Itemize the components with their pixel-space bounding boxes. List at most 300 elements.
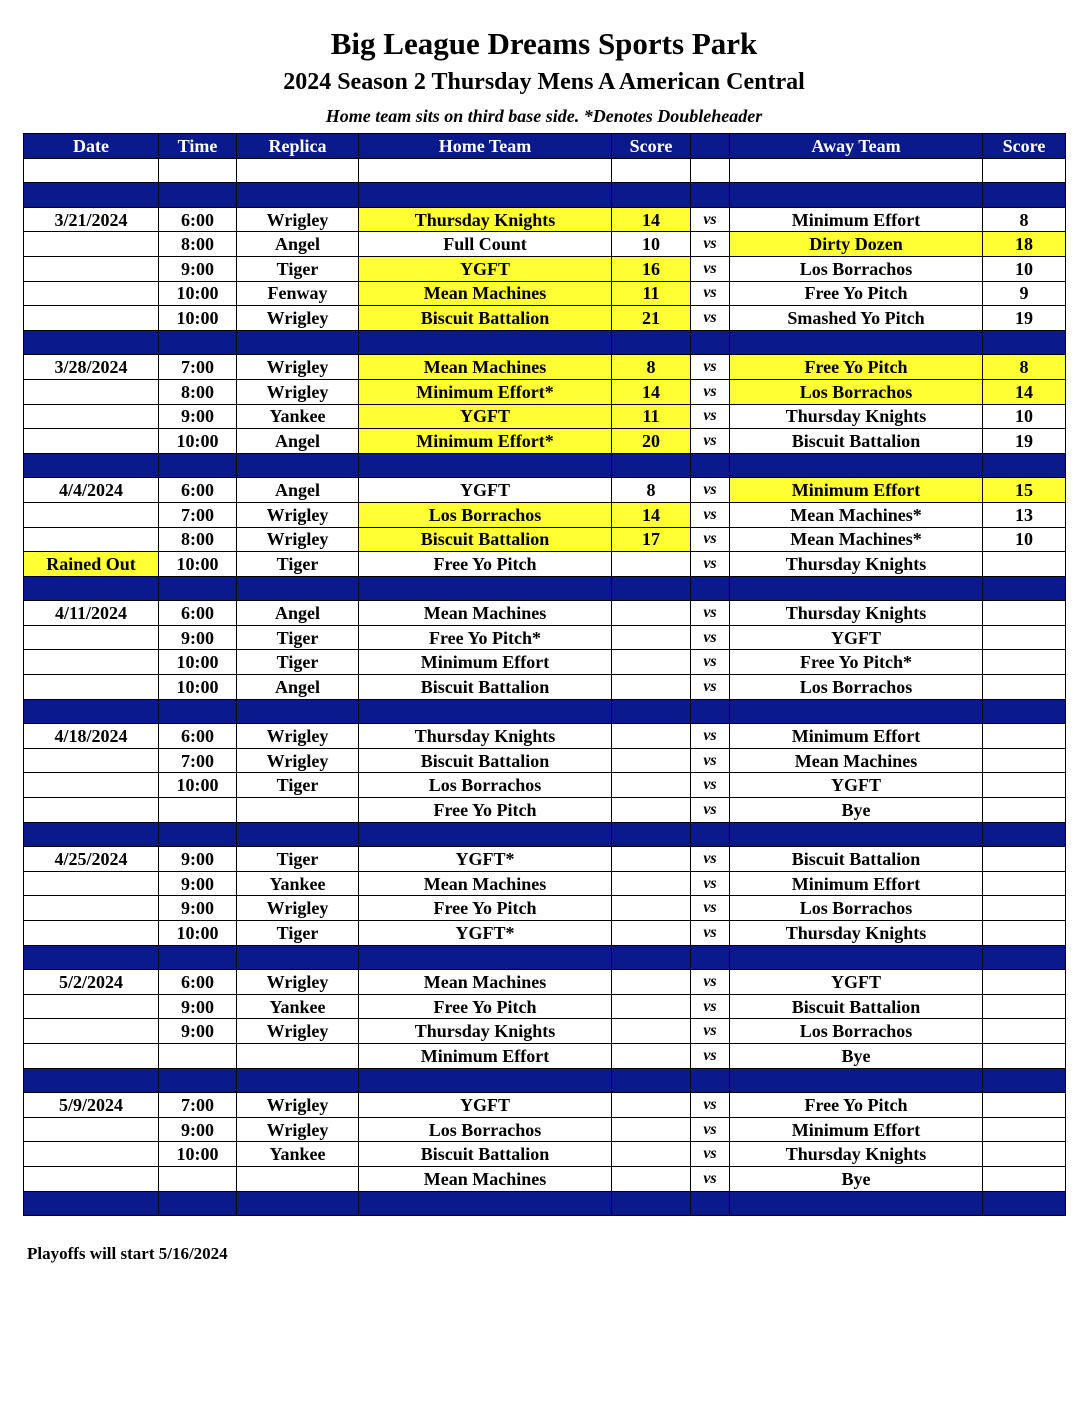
date-cell: [24, 798, 159, 823]
replica-cell: Wrigley: [237, 379, 359, 404]
replica-cell: [237, 1043, 359, 1068]
home-score-cell: [612, 675, 691, 700]
separator-cell: [983, 945, 1066, 970]
game-row: [24, 306, 1066, 331]
away-team-cell: Smashed Yo Pitch: [730, 306, 983, 331]
game-row: [24, 379, 1066, 404]
home-score-cell: [612, 552, 691, 577]
game-row: [24, 478, 1066, 503]
vs-cell: vs: [691, 502, 730, 527]
home-team-cell: Free Yo Pitch: [359, 552, 612, 577]
replica-cell: Wrigley: [237, 1117, 359, 1142]
week-separator-row: [24, 822, 1066, 847]
replica-cell: Wrigley: [237, 306, 359, 331]
home-score-cell: 16: [612, 256, 691, 281]
date-cell: 5/9/2024: [24, 1093, 159, 1118]
time-cell: 10:00: [159, 1142, 237, 1167]
game-row: [24, 650, 1066, 675]
home-score-cell: 11: [612, 404, 691, 429]
away-team-cell: YGFT: [730, 970, 983, 995]
separator-cell: [612, 945, 691, 970]
separator-cell: [359, 453, 612, 478]
vs-cell: vs: [691, 1142, 730, 1167]
week-separator-row: [24, 183, 1066, 208]
separator-cell: [691, 822, 730, 847]
col-header-home-team: Home Team: [359, 134, 612, 159]
date-cell: [24, 256, 159, 281]
date-cell: [24, 650, 159, 675]
home-team-cell: Minimum Effort: [359, 650, 612, 675]
replica-cell: Angel: [237, 601, 359, 626]
home-team-cell: Los Borrachos: [359, 502, 612, 527]
time-cell: [159, 1166, 237, 1191]
home-team-cell: Los Borrachos: [359, 1117, 612, 1142]
separator-cell: [983, 699, 1066, 724]
home-score-cell: 14: [612, 502, 691, 527]
separator-cell: [730, 945, 983, 970]
blank-cell: [24, 158, 159, 183]
separator-cell: [24, 699, 159, 724]
blank-cell: [359, 158, 612, 183]
date-cell: [24, 748, 159, 773]
vs-cell: vs: [691, 650, 730, 675]
away-score-cell: 8: [983, 207, 1066, 232]
date-cell: [24, 625, 159, 650]
home-score-cell: [612, 1117, 691, 1142]
replica-cell: Yankee: [237, 871, 359, 896]
separator-cell: [612, 822, 691, 847]
away-team-cell: Biscuit Battalion: [730, 994, 983, 1019]
col-header-away-team: Away Team: [730, 134, 983, 159]
time-cell: 8:00: [159, 232, 237, 257]
separator-cell: [983, 1068, 1066, 1093]
separator-cell: [612, 576, 691, 601]
date-cell: [24, 871, 159, 896]
vs-cell: vs: [691, 798, 730, 823]
home-score-cell: [612, 625, 691, 650]
separator-cell: [24, 183, 159, 208]
away-team-cell: Minimum Effort: [730, 724, 983, 749]
replica-cell: Angel: [237, 478, 359, 503]
home-score-cell: [612, 871, 691, 896]
replica-cell: [237, 1166, 359, 1191]
home-score-cell: [612, 773, 691, 798]
separator-cell: [983, 183, 1066, 208]
home-team-cell: YGFT: [359, 1093, 612, 1118]
date-cell: [24, 1166, 159, 1191]
page-subtitle: 2024 Season 2 Thursday Mens A American Central: [283, 69, 805, 95]
home-score-cell: [612, 601, 691, 626]
home-score-cell: 8: [612, 355, 691, 380]
home-score-cell: [612, 847, 691, 872]
separator-cell: [159, 822, 237, 847]
separator-cell: [24, 453, 159, 478]
separator-cell: [730, 822, 983, 847]
separator-cell: [612, 1068, 691, 1093]
replica-cell: Wrigley: [237, 724, 359, 749]
game-row: [24, 281, 1066, 306]
home-team-cell: Minimum Effort: [359, 1043, 612, 1068]
home-score-cell: [612, 798, 691, 823]
away-team-cell: Mean Machines*: [730, 502, 983, 527]
game-row: [24, 1117, 1066, 1142]
separator-cell: [237, 330, 359, 355]
vs-cell: vs: [691, 994, 730, 1019]
col-header-vs: [691, 134, 730, 159]
away-score-cell: 8: [983, 355, 1066, 380]
game-row: [24, 527, 1066, 552]
vs-cell: vs: [691, 379, 730, 404]
playoffs-note: Playoffs will start 5/16/2024: [27, 1244, 228, 1263]
schedule-note: Home team sits on third base side. *Denotes Doubleheader: [325, 106, 763, 126]
vs-cell: vs: [691, 1166, 730, 1191]
col-header-replica: Replica: [237, 134, 359, 159]
date-cell: 5/2/2024: [24, 970, 159, 995]
time-cell: 10:00: [159, 306, 237, 331]
date-cell: [24, 921, 159, 946]
vs-cell: vs: [691, 256, 730, 281]
home-team-cell: YGFT*: [359, 847, 612, 872]
time-cell: 6:00: [159, 601, 237, 626]
date-cell: [24, 404, 159, 429]
home-team-cell: Free Yo Pitch: [359, 798, 612, 823]
separator-cell: [237, 945, 359, 970]
blank-cell: [983, 158, 1066, 183]
home-team-cell: Mean Machines: [359, 970, 612, 995]
away-score-cell: [983, 1166, 1066, 1191]
away-score-cell: 9: [983, 281, 1066, 306]
separator-cell: [983, 330, 1066, 355]
away-score-cell: [983, 625, 1066, 650]
schedule-table: [23, 133, 1066, 1216]
date-cell: 4/11/2024: [24, 601, 159, 626]
separator-cell: [691, 330, 730, 355]
separator-cell: [691, 1068, 730, 1093]
game-row: [24, 207, 1066, 232]
away-team-cell: Bye: [730, 1043, 983, 1068]
home-score-cell: [612, 1093, 691, 1118]
home-team-cell: Thursday Knights: [359, 1019, 612, 1044]
separator-cell: [359, 945, 612, 970]
away-score-cell: [983, 994, 1066, 1019]
separator-cell: [359, 183, 612, 208]
away-score-cell: [983, 650, 1066, 675]
blank-row: [24, 158, 1066, 183]
vs-cell: vs: [691, 625, 730, 650]
date-cell: 4/18/2024: [24, 724, 159, 749]
away-score-cell: 15: [983, 478, 1066, 503]
date-cell: [24, 1117, 159, 1142]
game-row: [24, 429, 1066, 454]
home-score-cell: [612, 896, 691, 921]
week-separator-row: [24, 576, 1066, 601]
home-team-cell: Free Yo Pitch: [359, 994, 612, 1019]
game-row: [24, 773, 1066, 798]
home-score-cell: 17: [612, 527, 691, 552]
game-row: [24, 404, 1066, 429]
time-cell: 10:00: [159, 552, 237, 577]
game-row: [24, 847, 1066, 872]
game-row: [24, 256, 1066, 281]
home-team-cell: Free Yo Pitch: [359, 896, 612, 921]
separator-cell: [691, 453, 730, 478]
separator-cell: [237, 1068, 359, 1093]
away-team-cell: Bye: [730, 1166, 983, 1191]
game-row: [24, 601, 1066, 626]
away-score-cell: 19: [983, 429, 1066, 454]
date-cell: [24, 527, 159, 552]
away-team-cell: Free Yo Pitch*: [730, 650, 983, 675]
week-separator-row: [24, 1068, 1066, 1093]
away-team-cell: Minimum Effort: [730, 478, 983, 503]
home-team-cell: Full Count: [359, 232, 612, 257]
separator-cell: [612, 183, 691, 208]
separator-cell: [612, 699, 691, 724]
col-header-date: Date: [24, 134, 159, 159]
time-cell: 7:00: [159, 355, 237, 380]
game-row: [24, 871, 1066, 896]
away-team-cell: Mean Machines*: [730, 527, 983, 552]
game-row: [24, 1142, 1066, 1167]
separator-cell: [983, 453, 1066, 478]
vs-cell: vs: [691, 355, 730, 380]
home-team-cell: Mean Machines: [359, 601, 612, 626]
away-team-cell: Thursday Knights: [730, 601, 983, 626]
time-cell: 8:00: [159, 527, 237, 552]
home-score-cell: 21: [612, 306, 691, 331]
away-team-cell: Thursday Knights: [730, 404, 983, 429]
vs-cell: vs: [691, 871, 730, 896]
separator-cell: [730, 183, 983, 208]
away-score-cell: [983, 1043, 1066, 1068]
date-cell: [24, 1019, 159, 1044]
home-score-cell: [612, 994, 691, 1019]
home-score-cell: [612, 650, 691, 675]
date-cell: [24, 896, 159, 921]
separator-cell: [159, 330, 237, 355]
vs-cell: vs: [691, 1043, 730, 1068]
vs-cell: vs: [691, 478, 730, 503]
time-cell: 10:00: [159, 429, 237, 454]
home-team-cell: Minimum Effort*: [359, 429, 612, 454]
home-score-cell: [612, 970, 691, 995]
time-cell: 9:00: [159, 871, 237, 896]
separator-cell: [612, 453, 691, 478]
away-team-cell: Los Borrachos: [730, 896, 983, 921]
vs-cell: vs: [691, 601, 730, 626]
replica-cell: Yankee: [237, 994, 359, 1019]
game-row: [24, 748, 1066, 773]
separator-cell: [359, 699, 612, 724]
time-cell: 9:00: [159, 994, 237, 1019]
away-team-cell: Free Yo Pitch: [730, 281, 983, 306]
away-score-cell: 14: [983, 379, 1066, 404]
replica-cell: Yankee: [237, 1142, 359, 1167]
home-team-cell: Free Yo Pitch*: [359, 625, 612, 650]
separator-cell: [612, 1191, 691, 1216]
separator-cell: [159, 453, 237, 478]
time-cell: 7:00: [159, 1093, 237, 1118]
game-row: [24, 1166, 1066, 1191]
time-cell: 7:00: [159, 748, 237, 773]
away-score-cell: [983, 724, 1066, 749]
replica-cell: Tiger: [237, 552, 359, 577]
date-cell: [24, 429, 159, 454]
away-score-cell: [983, 921, 1066, 946]
week-separator-row: [24, 330, 1066, 355]
home-score-cell: [612, 1166, 691, 1191]
away-team-cell: Biscuit Battalion: [730, 429, 983, 454]
page-title: Big League Dreams Sports Park: [330, 26, 758, 61]
replica-cell: Wrigley: [237, 970, 359, 995]
blank-cell: [612, 158, 691, 183]
home-team-cell: Biscuit Battalion: [359, 1142, 612, 1167]
away-team-cell: Bye: [730, 798, 983, 823]
home-score-cell: 14: [612, 207, 691, 232]
separator-cell: [159, 576, 237, 601]
separator-cell: [159, 183, 237, 208]
separator-cell: [159, 1068, 237, 1093]
game-row: [24, 552, 1066, 577]
separator-cell: [730, 1068, 983, 1093]
replica-cell: Wrigley: [237, 502, 359, 527]
date-cell: [24, 281, 159, 306]
home-score-cell: [612, 1019, 691, 1044]
col-header-away-score: Score: [983, 134, 1066, 159]
separator-cell: [983, 1191, 1066, 1216]
separator-cell: [730, 1191, 983, 1216]
game-row: [24, 355, 1066, 380]
vs-cell: vs: [691, 1019, 730, 1044]
replica-cell: Tiger: [237, 847, 359, 872]
game-row: [24, 1093, 1066, 1118]
away-team-cell: Los Borrachos: [730, 1019, 983, 1044]
blank-cell: [691, 158, 730, 183]
away-team-cell: Dirty Dozen: [730, 232, 983, 257]
away-team-cell: Mean Machines: [730, 748, 983, 773]
game-row: [24, 1019, 1066, 1044]
time-cell: 9:00: [159, 625, 237, 650]
replica-cell: Wrigley: [237, 896, 359, 921]
away-team-cell: Thursday Knights: [730, 1142, 983, 1167]
separator-cell: [24, 330, 159, 355]
home-team-cell: Los Borrachos: [359, 773, 612, 798]
vs-cell: vs: [691, 970, 730, 995]
away-score-cell: 18: [983, 232, 1066, 257]
away-score-cell: [983, 601, 1066, 626]
away-team-cell: Los Borrachos: [730, 256, 983, 281]
away-team-cell: Los Borrachos: [730, 379, 983, 404]
vs-cell: vs: [691, 404, 730, 429]
home-team-cell: Biscuit Battalion: [359, 527, 612, 552]
replica-cell: Tiger: [237, 921, 359, 946]
separator-cell: [159, 945, 237, 970]
date-cell: [24, 773, 159, 798]
away-score-cell: [983, 1019, 1066, 1044]
home-team-cell: Biscuit Battalion: [359, 748, 612, 773]
home-team-cell: Mean Machines: [359, 355, 612, 380]
vs-cell: vs: [691, 921, 730, 946]
date-cell: [24, 994, 159, 1019]
date-cell: [24, 502, 159, 527]
home-score-cell: 8: [612, 478, 691, 503]
time-cell: 10:00: [159, 281, 237, 306]
separator-cell: [691, 699, 730, 724]
away-score-cell: [983, 552, 1066, 577]
time-cell: 9:00: [159, 1019, 237, 1044]
away-score-cell: 10: [983, 404, 1066, 429]
home-team-cell: YGFT: [359, 404, 612, 429]
game-row: [24, 798, 1066, 823]
date-cell: [24, 1142, 159, 1167]
away-score-cell: [983, 970, 1066, 995]
separator-cell: [359, 1068, 612, 1093]
vs-cell: vs: [691, 207, 730, 232]
separator-cell: [159, 1191, 237, 1216]
time-cell: 6:00: [159, 724, 237, 749]
date-cell: [24, 232, 159, 257]
replica-cell: [237, 798, 359, 823]
home-team-cell: Mean Machines: [359, 871, 612, 896]
time-cell: 9:00: [159, 1117, 237, 1142]
separator-cell: [24, 1068, 159, 1093]
game-row: [24, 994, 1066, 1019]
date-cell: 4/25/2024: [24, 847, 159, 872]
separator-cell: [237, 576, 359, 601]
week-separator-row: [24, 453, 1066, 478]
time-cell: 8:00: [159, 379, 237, 404]
replica-cell: Tiger: [237, 625, 359, 650]
game-row: [24, 896, 1066, 921]
home-score-cell: [612, 921, 691, 946]
vs-cell: vs: [691, 675, 730, 700]
vs-cell: vs: [691, 552, 730, 577]
separator-cell: [359, 330, 612, 355]
col-header-time: Time: [159, 134, 237, 159]
separator-cell: [730, 576, 983, 601]
home-score-cell: [612, 1043, 691, 1068]
away-score-cell: 13: [983, 502, 1066, 527]
vs-cell: vs: [691, 847, 730, 872]
separator-cell: [691, 576, 730, 601]
away-score-cell: [983, 748, 1066, 773]
away-team-cell: Biscuit Battalion: [730, 847, 983, 872]
away-team-cell: YGFT: [730, 773, 983, 798]
home-team-cell: Biscuit Battalion: [359, 306, 612, 331]
date-cell: [24, 675, 159, 700]
date-cell: Rained Out: [24, 552, 159, 577]
replica-cell: Fenway: [237, 281, 359, 306]
home-score-cell: 14: [612, 379, 691, 404]
vs-cell: vs: [691, 1093, 730, 1118]
separator-cell: [237, 183, 359, 208]
date-cell: 4/4/2024: [24, 478, 159, 503]
week-separator-row: [24, 699, 1066, 724]
away-score-cell: [983, 675, 1066, 700]
vs-cell: vs: [691, 281, 730, 306]
separator-cell: [691, 1191, 730, 1216]
vs-cell: vs: [691, 429, 730, 454]
vs-cell: vs: [691, 1117, 730, 1142]
separator-cell: [983, 576, 1066, 601]
home-team-cell: Thursday Knights: [359, 207, 612, 232]
time-cell: 9:00: [159, 896, 237, 921]
separator-cell: [24, 1191, 159, 1216]
home-team-cell: YGFT: [359, 256, 612, 281]
separator-cell: [359, 822, 612, 847]
vs-cell: vs: [691, 748, 730, 773]
home-team-cell: YGFT: [359, 478, 612, 503]
